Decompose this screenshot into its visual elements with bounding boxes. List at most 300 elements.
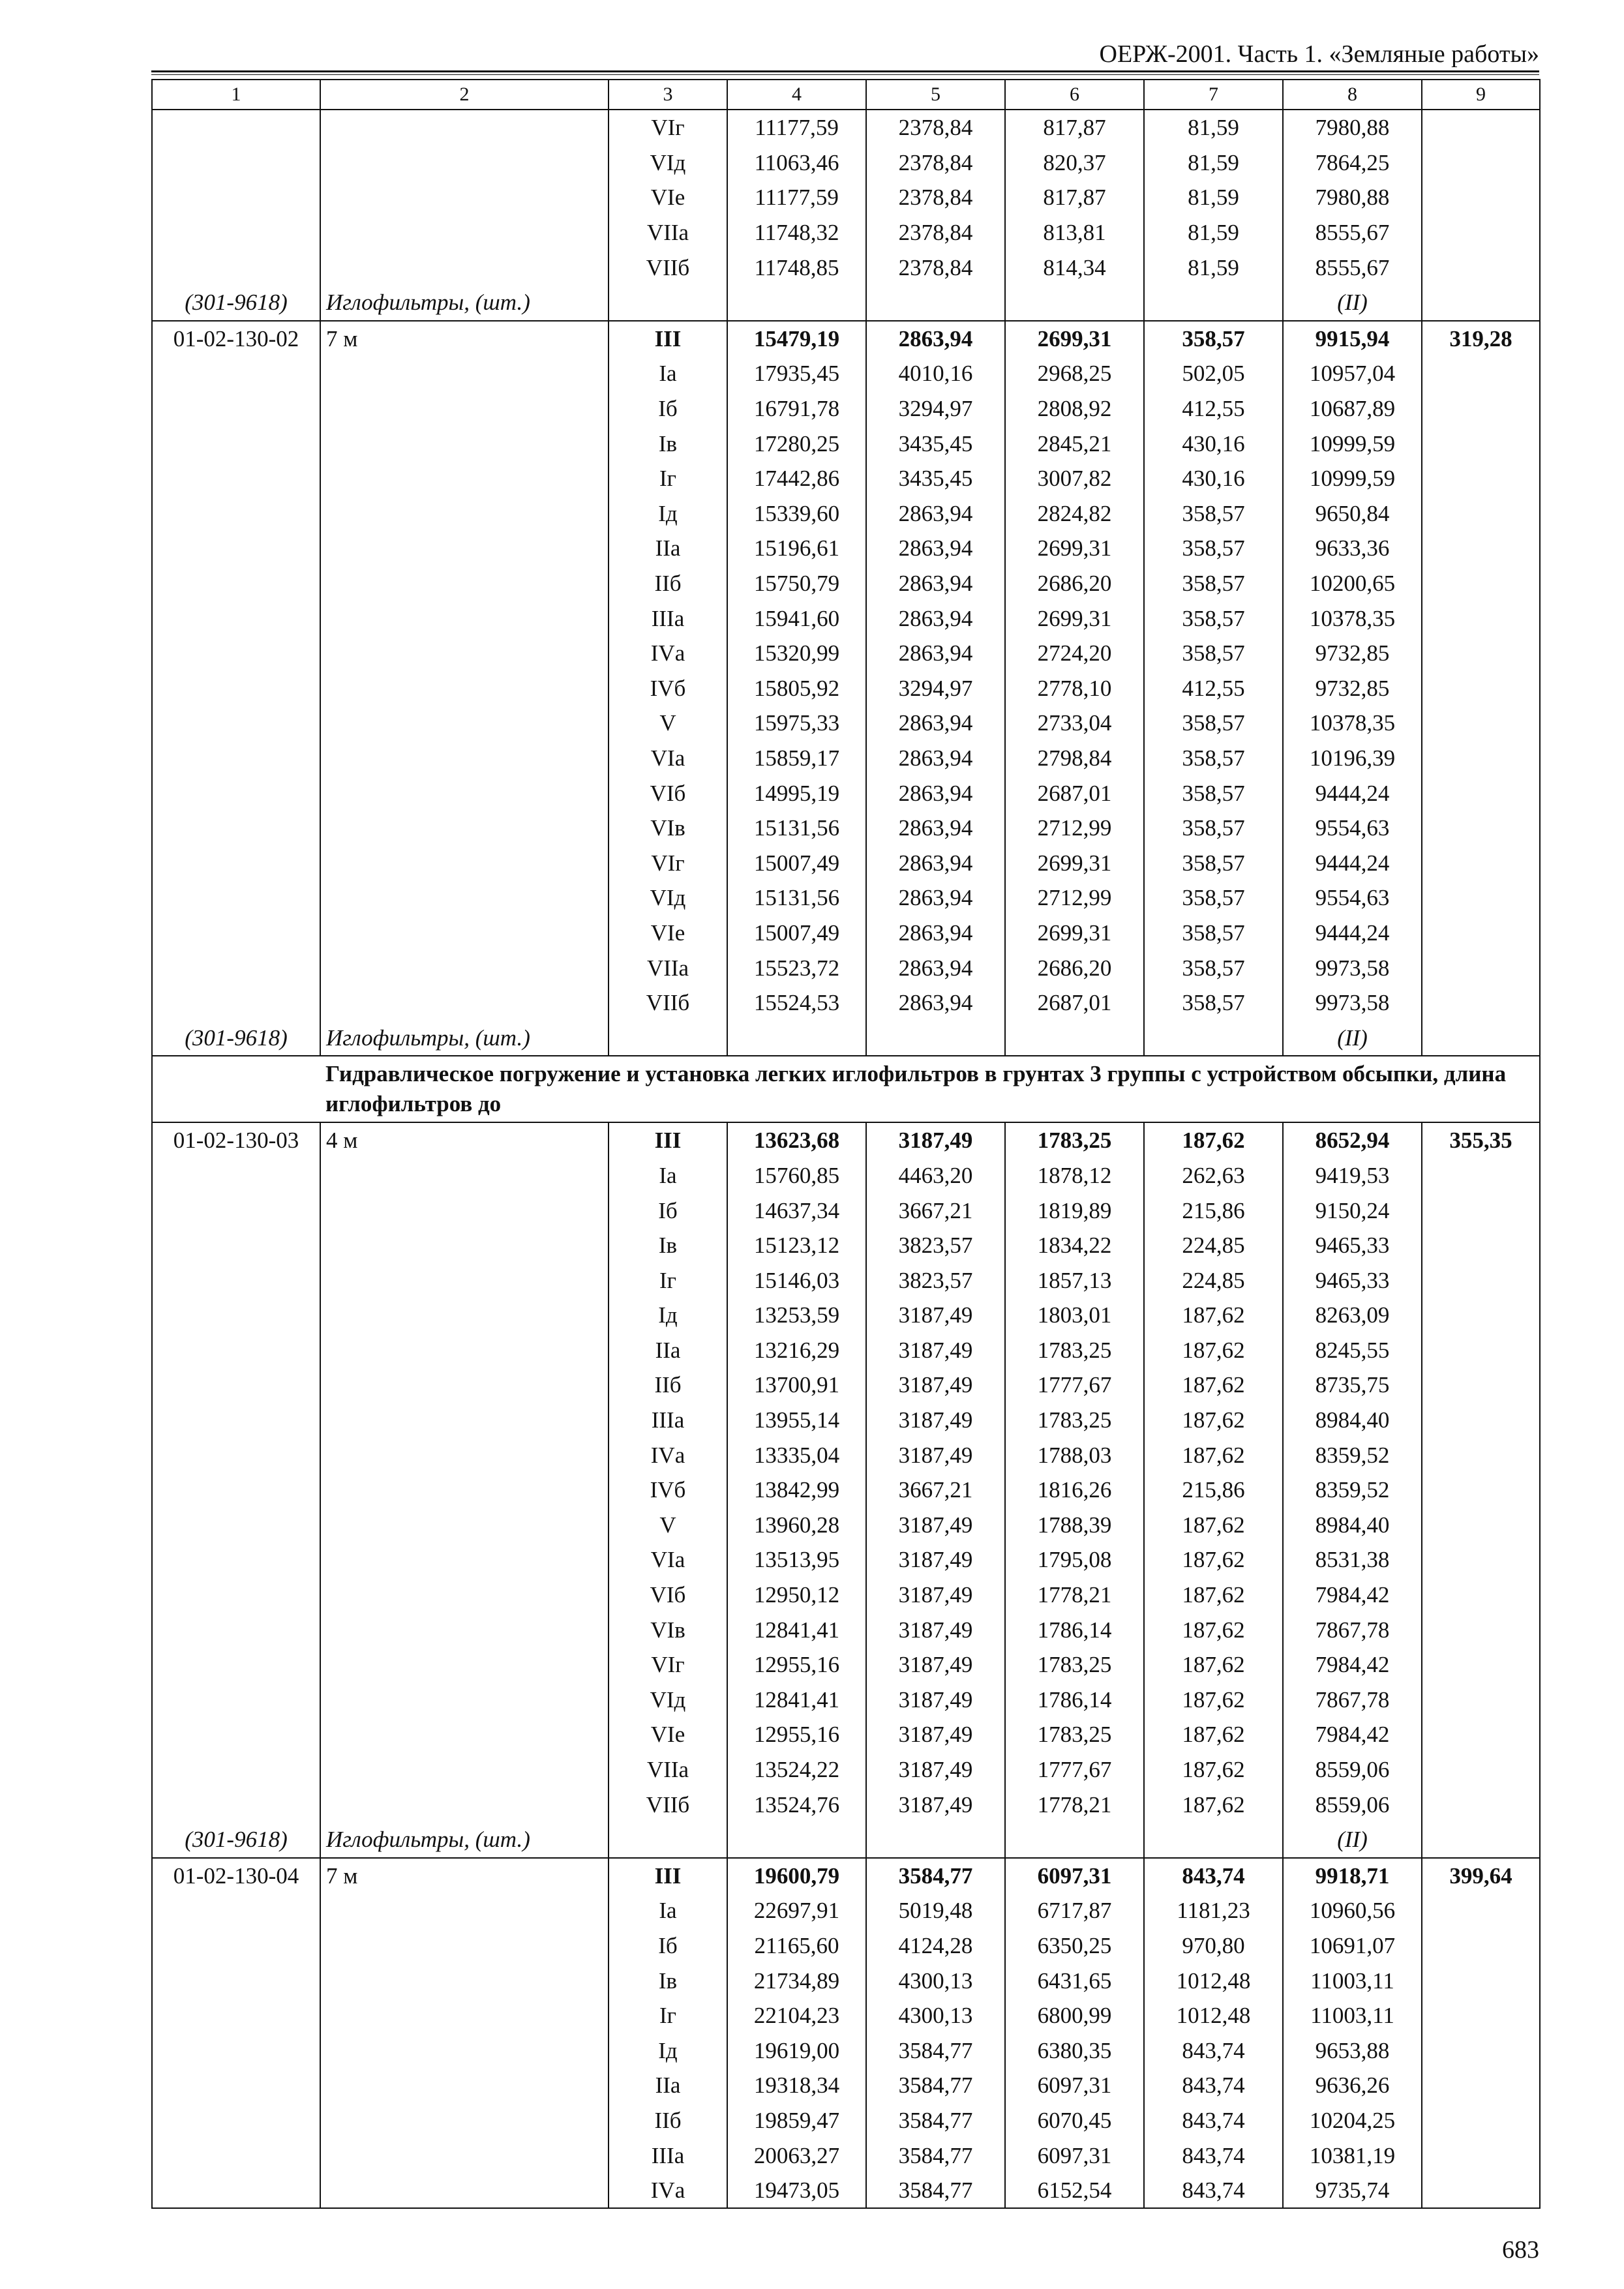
rate-code-cell (152, 180, 320, 215)
total-cost-cell: 15805,92 (727, 671, 866, 706)
table-row (152, 1683, 1540, 1718)
total-cost-cell: 12841,41 (727, 1612, 866, 1647)
table-row (152, 2138, 1540, 2173)
rate-code-cell (152, 845, 320, 880)
labor-hours-cell (1422, 1717, 1540, 1752)
labor-cost-cell: 3187,49 (866, 1333, 1005, 1368)
total-cost-cell: 13524,76 (727, 1787, 866, 1822)
column-number-row (152, 80, 1540, 110)
rate-code-cell (152, 671, 320, 706)
material-cost-cell: 10960,56 (1283, 1893, 1422, 1928)
labor-hours-cell (1422, 1928, 1540, 1964)
description-cell (320, 2173, 609, 2209)
labor-cost-cell: 2863,94 (866, 741, 1005, 776)
rate-code-cell (152, 601, 320, 636)
labor-hours-cell (1422, 601, 1540, 636)
rate-code-cell (152, 880, 320, 916)
total-cost-cell (727, 1822, 866, 1858)
machine-cost-cell: 1783,25 (1005, 1717, 1144, 1752)
total-cost-cell: 15320,99 (727, 636, 866, 671)
labor-cost-cell: 3435,45 (866, 461, 1005, 496)
description-cell (320, 706, 609, 741)
rate-code-cell (152, 811, 320, 846)
description-cell: Иглофильтры, (шт.) (320, 1020, 609, 1056)
description-cell (320, 880, 609, 916)
table-row (152, 180, 1540, 215)
rate-code-cell (152, 706, 320, 741)
soil-group-cell: V (609, 1508, 727, 1543)
operator-wage-cell: 358,57 (1144, 321, 1283, 357)
soil-group-cell: VIIа (609, 950, 727, 985)
rate-code-cell (152, 1403, 320, 1438)
soil-group-cell: VIIа (609, 1752, 727, 1788)
material-cost-cell: 9650,84 (1283, 496, 1422, 531)
rate-code-cell (152, 391, 320, 426)
labor-cost-cell: 2863,94 (866, 706, 1005, 741)
operator-wage-cell: 843,74 (1144, 1858, 1283, 1894)
operator-wage-cell: 187,62 (1144, 1298, 1283, 1333)
operator-wage-cell: 81,59 (1144, 145, 1283, 181)
operator-wage-cell: 1181,23 (1144, 1893, 1283, 1928)
operator-wage-cell: 502,05 (1144, 356, 1283, 391)
total-cost-cell: 11748,32 (727, 215, 866, 250)
material-cost-cell: 9554,63 (1283, 811, 1422, 846)
labor-hours-cell (1422, 285, 1540, 321)
material-cost-cell: 8559,06 (1283, 1787, 1422, 1822)
machine-cost-cell: 6800,99 (1005, 1998, 1144, 2033)
soil-group-cell: IIIа (609, 1403, 727, 1438)
soil-group-cell: Iг (609, 461, 727, 496)
labor-cost-cell: 3187,49 (866, 1403, 1005, 1438)
table-row (152, 2103, 1540, 2138)
table-row (152, 880, 1540, 916)
total-cost-cell: 15146,03 (727, 1263, 866, 1298)
table-row (152, 916, 1540, 951)
labor-hours-cell (1422, 461, 1540, 496)
material-cost-cell: (II) (1283, 1822, 1422, 1858)
total-cost-cell: 15523,72 (727, 950, 866, 985)
operator-wage-cell (1144, 1822, 1283, 1858)
total-cost-cell: 13842,99 (727, 1473, 866, 1508)
rate-code-cell (152, 1717, 320, 1752)
table-row (152, 1228, 1540, 1263)
rate-code-cell (152, 775, 320, 811)
material-cost-cell: 9444,24 (1283, 845, 1422, 880)
total-cost-cell: 15941,60 (727, 601, 866, 636)
labor-cost-cell: 3294,97 (866, 671, 1005, 706)
machine-cost-cell: 1857,13 (1005, 1263, 1144, 1298)
labor-cost-cell: 2863,94 (866, 811, 1005, 846)
total-cost-cell: 12950,12 (727, 1578, 866, 1613)
labor-cost-cell: 2863,94 (866, 916, 1005, 951)
soil-group-cell: IIа (609, 2068, 727, 2103)
machine-cost-cell: 2687,01 (1005, 775, 1144, 811)
total-cost-cell: 13335,04 (727, 1437, 866, 1473)
material-cost-cell: 9973,58 (1283, 985, 1422, 1021)
operator-wage-cell: 81,59 (1144, 215, 1283, 250)
labor-hours-cell (1422, 1333, 1540, 1368)
table-row (152, 250, 1540, 285)
total-cost-cell: 15196,61 (727, 531, 866, 566)
labor-hours-cell (1422, 636, 1540, 671)
rate-code-cell (152, 461, 320, 496)
labor-hours-cell (1422, 1508, 1540, 1543)
total-cost-cell: 12955,16 (727, 1717, 866, 1752)
machine-cost-cell: 3007,82 (1005, 461, 1144, 496)
labor-hours-cell (1422, 671, 1540, 706)
total-cost-cell: 15007,49 (727, 916, 866, 951)
labor-cost-cell: 2863,94 (866, 321, 1005, 357)
description-cell (320, 845, 609, 880)
rate-code-cell (152, 1752, 320, 1788)
soil-group-cell (609, 285, 727, 321)
total-cost-cell: 14995,19 (727, 775, 866, 811)
rate-code-cell (152, 110, 320, 145)
operator-wage-cell: 430,16 (1144, 426, 1283, 461)
labor-hours-cell (1422, 916, 1540, 951)
labor-cost-cell: 4300,13 (866, 1963, 1005, 1998)
table-row (152, 636, 1540, 671)
soil-group-cell: Iв (609, 426, 727, 461)
material-cost-cell: 8555,67 (1283, 215, 1422, 250)
total-cost-cell: 13513,95 (727, 1542, 866, 1578)
description-cell (320, 215, 609, 250)
labor-hours-cell (1422, 1612, 1540, 1647)
description-cell (320, 1717, 609, 1752)
labor-cost-cell: 2378,84 (866, 110, 1005, 145)
material-cost-cell: 9735,74 (1283, 2173, 1422, 2209)
material-cost-cell: (II) (1283, 285, 1422, 321)
rate-code-cell (152, 356, 320, 391)
rate-code-cell (152, 1508, 320, 1543)
total-cost-cell: 11748,85 (727, 250, 866, 285)
description-cell (320, 531, 609, 566)
operator-wage-cell: 843,74 (1144, 2173, 1283, 2209)
table-row (152, 1542, 1540, 1578)
total-cost-cell (727, 1020, 866, 1056)
description-cell (320, 1508, 609, 1543)
soil-group-cell: VIIб (609, 985, 727, 1021)
labor-cost-cell: 4463,20 (866, 1158, 1005, 1193)
rate-code-cell (152, 741, 320, 776)
total-cost-cell: 15975,33 (727, 706, 866, 741)
column-number: 8 (1283, 80, 1422, 110)
rate-code-cell: (301-9618) (152, 1020, 320, 1056)
operator-wage-cell: 187,62 (1144, 1752, 1283, 1788)
total-cost-cell: 21165,60 (727, 1928, 866, 1964)
labor-hours-cell: 355,35 (1422, 1122, 1540, 1158)
operator-wage-cell: 843,74 (1144, 2103, 1283, 2138)
labor-cost-cell: 2863,94 (866, 880, 1005, 916)
soil-group-cell: Iа (609, 356, 727, 391)
machine-cost-cell: 2699,31 (1005, 531, 1144, 566)
operator-wage-cell: 215,86 (1144, 1473, 1283, 1508)
labor-hours-cell (1422, 1193, 1540, 1228)
rate-code-cell (152, 1612, 320, 1647)
labor-hours-cell (1422, 1158, 1540, 1193)
operator-wage-cell: 215,86 (1144, 1193, 1283, 1228)
labor-cost-cell: 3823,57 (866, 1263, 1005, 1298)
rate-code-cell (152, 985, 320, 1021)
table-row (152, 845, 1540, 880)
description-cell (320, 1893, 609, 1928)
rate-code-cell (152, 1158, 320, 1193)
labor-hours-cell (1422, 180, 1540, 215)
labor-cost-cell: 2863,94 (866, 636, 1005, 671)
operator-wage-cell (1144, 285, 1283, 321)
labor-cost-cell: 2863,94 (866, 496, 1005, 531)
table-row (152, 1473, 1540, 1508)
operator-wage-cell: 81,59 (1144, 250, 1283, 285)
description-cell (320, 250, 609, 285)
machine-cost-cell: 813,81 (1005, 215, 1144, 250)
machine-cost-cell (1005, 1822, 1144, 1858)
soil-group-cell: VIе (609, 180, 727, 215)
labor-cost-cell: 2863,94 (866, 950, 1005, 985)
soil-group-cell (609, 1020, 727, 1056)
material-cost-cell: 8245,55 (1283, 1333, 1422, 1368)
table-row (152, 775, 1540, 811)
labor-hours-cell (1422, 1403, 1540, 1438)
rate-code-cell (152, 250, 320, 285)
total-cost-cell: 13253,59 (727, 1298, 866, 1333)
total-cost-cell (727, 285, 866, 321)
resource-row (152, 1020, 1540, 1056)
table-row (152, 1263, 1540, 1298)
labor-cost-cell: 3584,77 (866, 2138, 1005, 2173)
material-cost-cell: 10687,89 (1283, 391, 1422, 426)
table-row (152, 496, 1540, 531)
description-cell (320, 916, 609, 951)
operator-wage-cell: 187,62 (1144, 1403, 1283, 1438)
soil-group-cell: VIб (609, 775, 727, 811)
labor-hours-cell (1422, 566, 1540, 601)
soil-group-cell: VIв (609, 1612, 727, 1647)
total-cost-cell: 12841,41 (727, 1683, 866, 1718)
column-number: 2 (320, 80, 609, 110)
labor-cost-cell: 3435,45 (866, 426, 1005, 461)
rate-code-cell (152, 2173, 320, 2209)
total-cost-cell: 15131,56 (727, 811, 866, 846)
section-heading-row (152, 1056, 1540, 1122)
labor-hours-cell (1422, 531, 1540, 566)
machine-cost-cell: 1783,25 (1005, 1647, 1144, 1683)
material-cost-cell: 9973,58 (1283, 950, 1422, 985)
description-cell (320, 1787, 609, 1822)
table-row (152, 461, 1540, 496)
description-cell (320, 1158, 609, 1193)
table-row (152, 1437, 1540, 1473)
soil-group-cell: Iа (609, 1893, 727, 1928)
material-cost-cell: 7980,88 (1283, 180, 1422, 215)
operator-wage-cell: 843,74 (1144, 2033, 1283, 2068)
operator-wage-cell: 970,80 (1144, 1928, 1283, 1964)
labor-cost-cell: 2378,84 (866, 145, 1005, 181)
table-row (152, 1928, 1540, 1964)
description-cell (320, 2103, 609, 2138)
total-cost-cell: 19318,34 (727, 2068, 866, 2103)
column-number: 4 (727, 80, 866, 110)
material-cost-cell: 8555,67 (1283, 250, 1422, 285)
operator-wage-cell: 187,62 (1144, 1612, 1283, 1647)
rate-code-cell (152, 1647, 320, 1683)
description-cell (320, 1578, 609, 1613)
rate-code-row (152, 1858, 1540, 1894)
machine-cost-cell: 1783,25 (1005, 1122, 1144, 1158)
table-row (152, 566, 1540, 601)
machine-cost-cell (1005, 285, 1144, 321)
total-cost-cell: 15479,19 (727, 321, 866, 357)
table-row (152, 2173, 1540, 2209)
total-cost-cell: 19473,05 (727, 2173, 866, 2209)
column-number: 3 (609, 80, 727, 110)
labor-hours-cell (1422, 145, 1540, 181)
description-cell (320, 1542, 609, 1578)
description-cell (320, 636, 609, 671)
labor-cost-cell: 2378,84 (866, 180, 1005, 215)
material-cost-cell: 9918,71 (1283, 1858, 1422, 1894)
rate-code-cell (152, 2068, 320, 2103)
description-cell (320, 356, 609, 391)
table-row (152, 1403, 1540, 1438)
description-cell (320, 950, 609, 985)
soil-group-cell: VIд (609, 145, 727, 181)
rate-code-cell (152, 531, 320, 566)
material-cost-cell: 9150,24 (1283, 1193, 1422, 1228)
total-cost-cell: 17442,86 (727, 461, 866, 496)
operator-wage-cell: 187,62 (1144, 1122, 1283, 1158)
material-cost-cell: 9633,36 (1283, 531, 1422, 566)
operator-wage-cell: 187,62 (1144, 1647, 1283, 1683)
table-row (152, 1893, 1540, 1928)
rate-code-row (152, 321, 1540, 357)
resource-row (152, 1822, 1540, 1858)
machine-cost-cell: 1788,39 (1005, 1508, 1144, 1543)
rate-code-cell: (301-9618) (152, 1822, 320, 1858)
material-cost-cell: 9465,33 (1283, 1263, 1422, 1298)
labor-cost-cell: 3187,49 (866, 1683, 1005, 1718)
rate-code-cell (152, 496, 320, 531)
soil-group-cell: VIб (609, 1578, 727, 1613)
operator-wage-cell: 412,55 (1144, 671, 1283, 706)
labor-hours-cell (1422, 1822, 1540, 1858)
labor-hours-cell (1422, 775, 1540, 811)
machine-cost-cell: 2778,10 (1005, 671, 1144, 706)
material-cost-cell: 8559,06 (1283, 1752, 1422, 1788)
table-row (152, 741, 1540, 776)
table-row (152, 1752, 1540, 1788)
total-cost-cell: 15524,53 (727, 985, 866, 1021)
labor-hours-cell (1422, 250, 1540, 285)
rate-code-cell (152, 1542, 320, 1578)
labor-hours-cell: 319,28 (1422, 321, 1540, 357)
machine-cost-cell: 2687,01 (1005, 985, 1144, 1021)
labor-cost-cell: 2863,94 (866, 775, 1005, 811)
labor-cost-cell: 2863,94 (866, 601, 1005, 636)
soil-group-cell: Iд (609, 1298, 727, 1333)
header-rule-thick (151, 70, 1539, 72)
material-cost-cell: 10378,35 (1283, 706, 1422, 741)
labor-hours-cell (1422, 950, 1540, 985)
table-row (152, 215, 1540, 250)
rate-code-cell (152, 1893, 320, 1928)
labor-hours-cell (1422, 880, 1540, 916)
labor-hours-cell (1422, 741, 1540, 776)
operator-wage-cell: 187,62 (1144, 1717, 1283, 1752)
table-row (152, 2033, 1540, 2068)
labor-hours-cell (1422, 2033, 1540, 2068)
soil-group-cell: Iв (609, 1228, 727, 1263)
machine-cost-cell: 1778,21 (1005, 1578, 1144, 1613)
description-cell (320, 1193, 609, 1228)
labor-hours-cell (1422, 1963, 1540, 1998)
table-row (152, 1298, 1540, 1333)
soil-group-cell: Iг (609, 1998, 727, 2033)
soil-group-cell: VIIб (609, 250, 727, 285)
total-cost-cell: 21734,89 (727, 1963, 866, 1998)
rate-code-cell (152, 2103, 320, 2138)
soil-group-cell: IVа (609, 2173, 727, 2209)
table-row (152, 601, 1540, 636)
labor-cost-cell: 3584,77 (866, 2033, 1005, 2068)
soil-group-cell: VIд (609, 880, 727, 916)
labor-cost-cell: 4010,16 (866, 356, 1005, 391)
description-cell (320, 1228, 609, 1263)
operator-wage-cell: 358,57 (1144, 741, 1283, 776)
material-cost-cell: 10200,65 (1283, 566, 1422, 601)
operator-wage-cell: 187,62 (1144, 1578, 1283, 1613)
labor-hours-cell (1422, 1020, 1540, 1056)
labor-cost-cell: 3187,49 (866, 1368, 1005, 1403)
operator-wage-cell: 358,57 (1144, 916, 1283, 951)
table-row (152, 1333, 1540, 1368)
table-row (152, 1578, 1540, 1613)
machine-cost-cell: 1803,01 (1005, 1298, 1144, 1333)
material-cost-cell: 11003,11 (1283, 1998, 1422, 2033)
soil-group-cell: VIг (609, 845, 727, 880)
operator-wage-cell: 358,57 (1144, 636, 1283, 671)
table-row (152, 1963, 1540, 1998)
operator-wage-cell: 358,57 (1144, 566, 1283, 601)
soil-group-cell: IIIа (609, 2138, 727, 2173)
material-cost-cell: 8359,52 (1283, 1437, 1422, 1473)
soil-group-cell: IIб (609, 1368, 727, 1403)
labor-cost-cell (866, 1822, 1005, 1858)
rate-code-cell (152, 215, 320, 250)
labor-cost-cell: 3187,49 (866, 1298, 1005, 1333)
machine-cost-cell: 2699,31 (1005, 601, 1144, 636)
total-cost-cell: 15123,12 (727, 1228, 866, 1263)
material-cost-cell: 10999,59 (1283, 426, 1422, 461)
total-cost-cell: 19859,47 (727, 2103, 866, 2138)
description-cell (320, 1403, 609, 1438)
labor-cost-cell: 2863,94 (866, 845, 1005, 880)
rate-code-cell (152, 916, 320, 951)
table-row (152, 1998, 1540, 2033)
labor-hours-cell (1422, 1368, 1540, 1403)
material-cost-cell: 9915,94 (1283, 321, 1422, 357)
material-cost-cell: 7867,78 (1283, 1612, 1422, 1647)
operator-wage-cell: 187,62 (1144, 1368, 1283, 1403)
total-cost-cell: 19600,79 (727, 1858, 866, 1894)
operator-wage-cell: 187,62 (1144, 1333, 1283, 1368)
machine-cost-cell: 2824,82 (1005, 496, 1144, 531)
material-cost-cell: 8984,40 (1283, 1508, 1422, 1543)
machine-cost-cell: 817,87 (1005, 180, 1144, 215)
labor-cost-cell (866, 285, 1005, 321)
labor-hours-cell (1422, 2068, 1540, 2103)
labor-cost-cell: 2378,84 (866, 215, 1005, 250)
